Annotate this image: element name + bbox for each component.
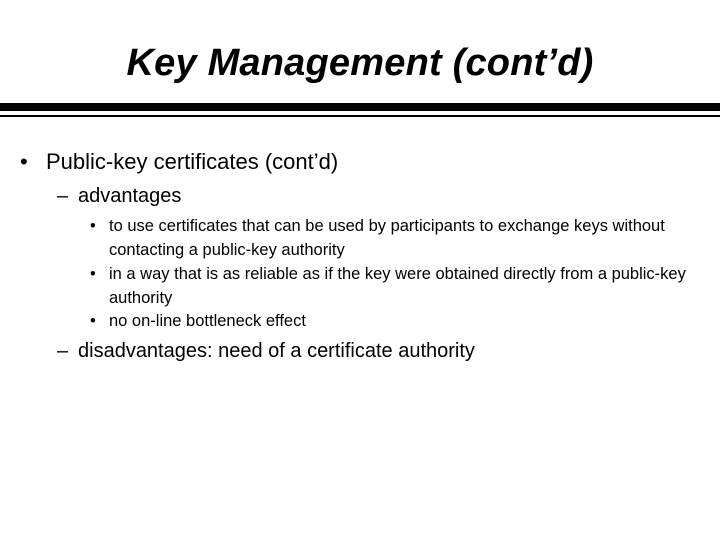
title-rule-thick — [0, 103, 720, 111]
bullet-text: Public-key certificates (cont’d) — [46, 149, 339, 174]
advantage-item-text: no on-line bottleneck effect — [109, 312, 306, 330]
dash-marker: – — [57, 340, 69, 362]
advantage-item — [90, 214, 710, 262]
bullet-dot: • — [90, 217, 96, 235]
sub-bullet-advantages — [57, 183, 181, 209]
bullet-dot: • — [90, 265, 96, 283]
sub-bullet-text: advantages — [78, 185, 182, 207]
title-rule-thin — [0, 115, 720, 117]
bullet-dot: • — [20, 149, 28, 174]
dash-marker: – — [57, 185, 69, 207]
advantage-item-text: to use certificates that can be used by participants to exchange keys without contacting a public-key authority — [109, 217, 665, 259]
slide-title: Key Management (cont’d) — [126, 42, 594, 84]
advantage-item — [90, 262, 710, 310]
advantage-item-text: in a way that is as reliable as if the key were obtained directly from a public-key authority — [109, 265, 686, 307]
bullet-public-key-certificates — [20, 147, 338, 177]
bullet-dot: • — [90, 312, 96, 330]
sub-bullet-text: disadvantages: need of a certificate authority — [78, 340, 475, 362]
advantage-item — [90, 309, 710, 333]
sub-bullet-disadvantages — [57, 338, 475, 364]
